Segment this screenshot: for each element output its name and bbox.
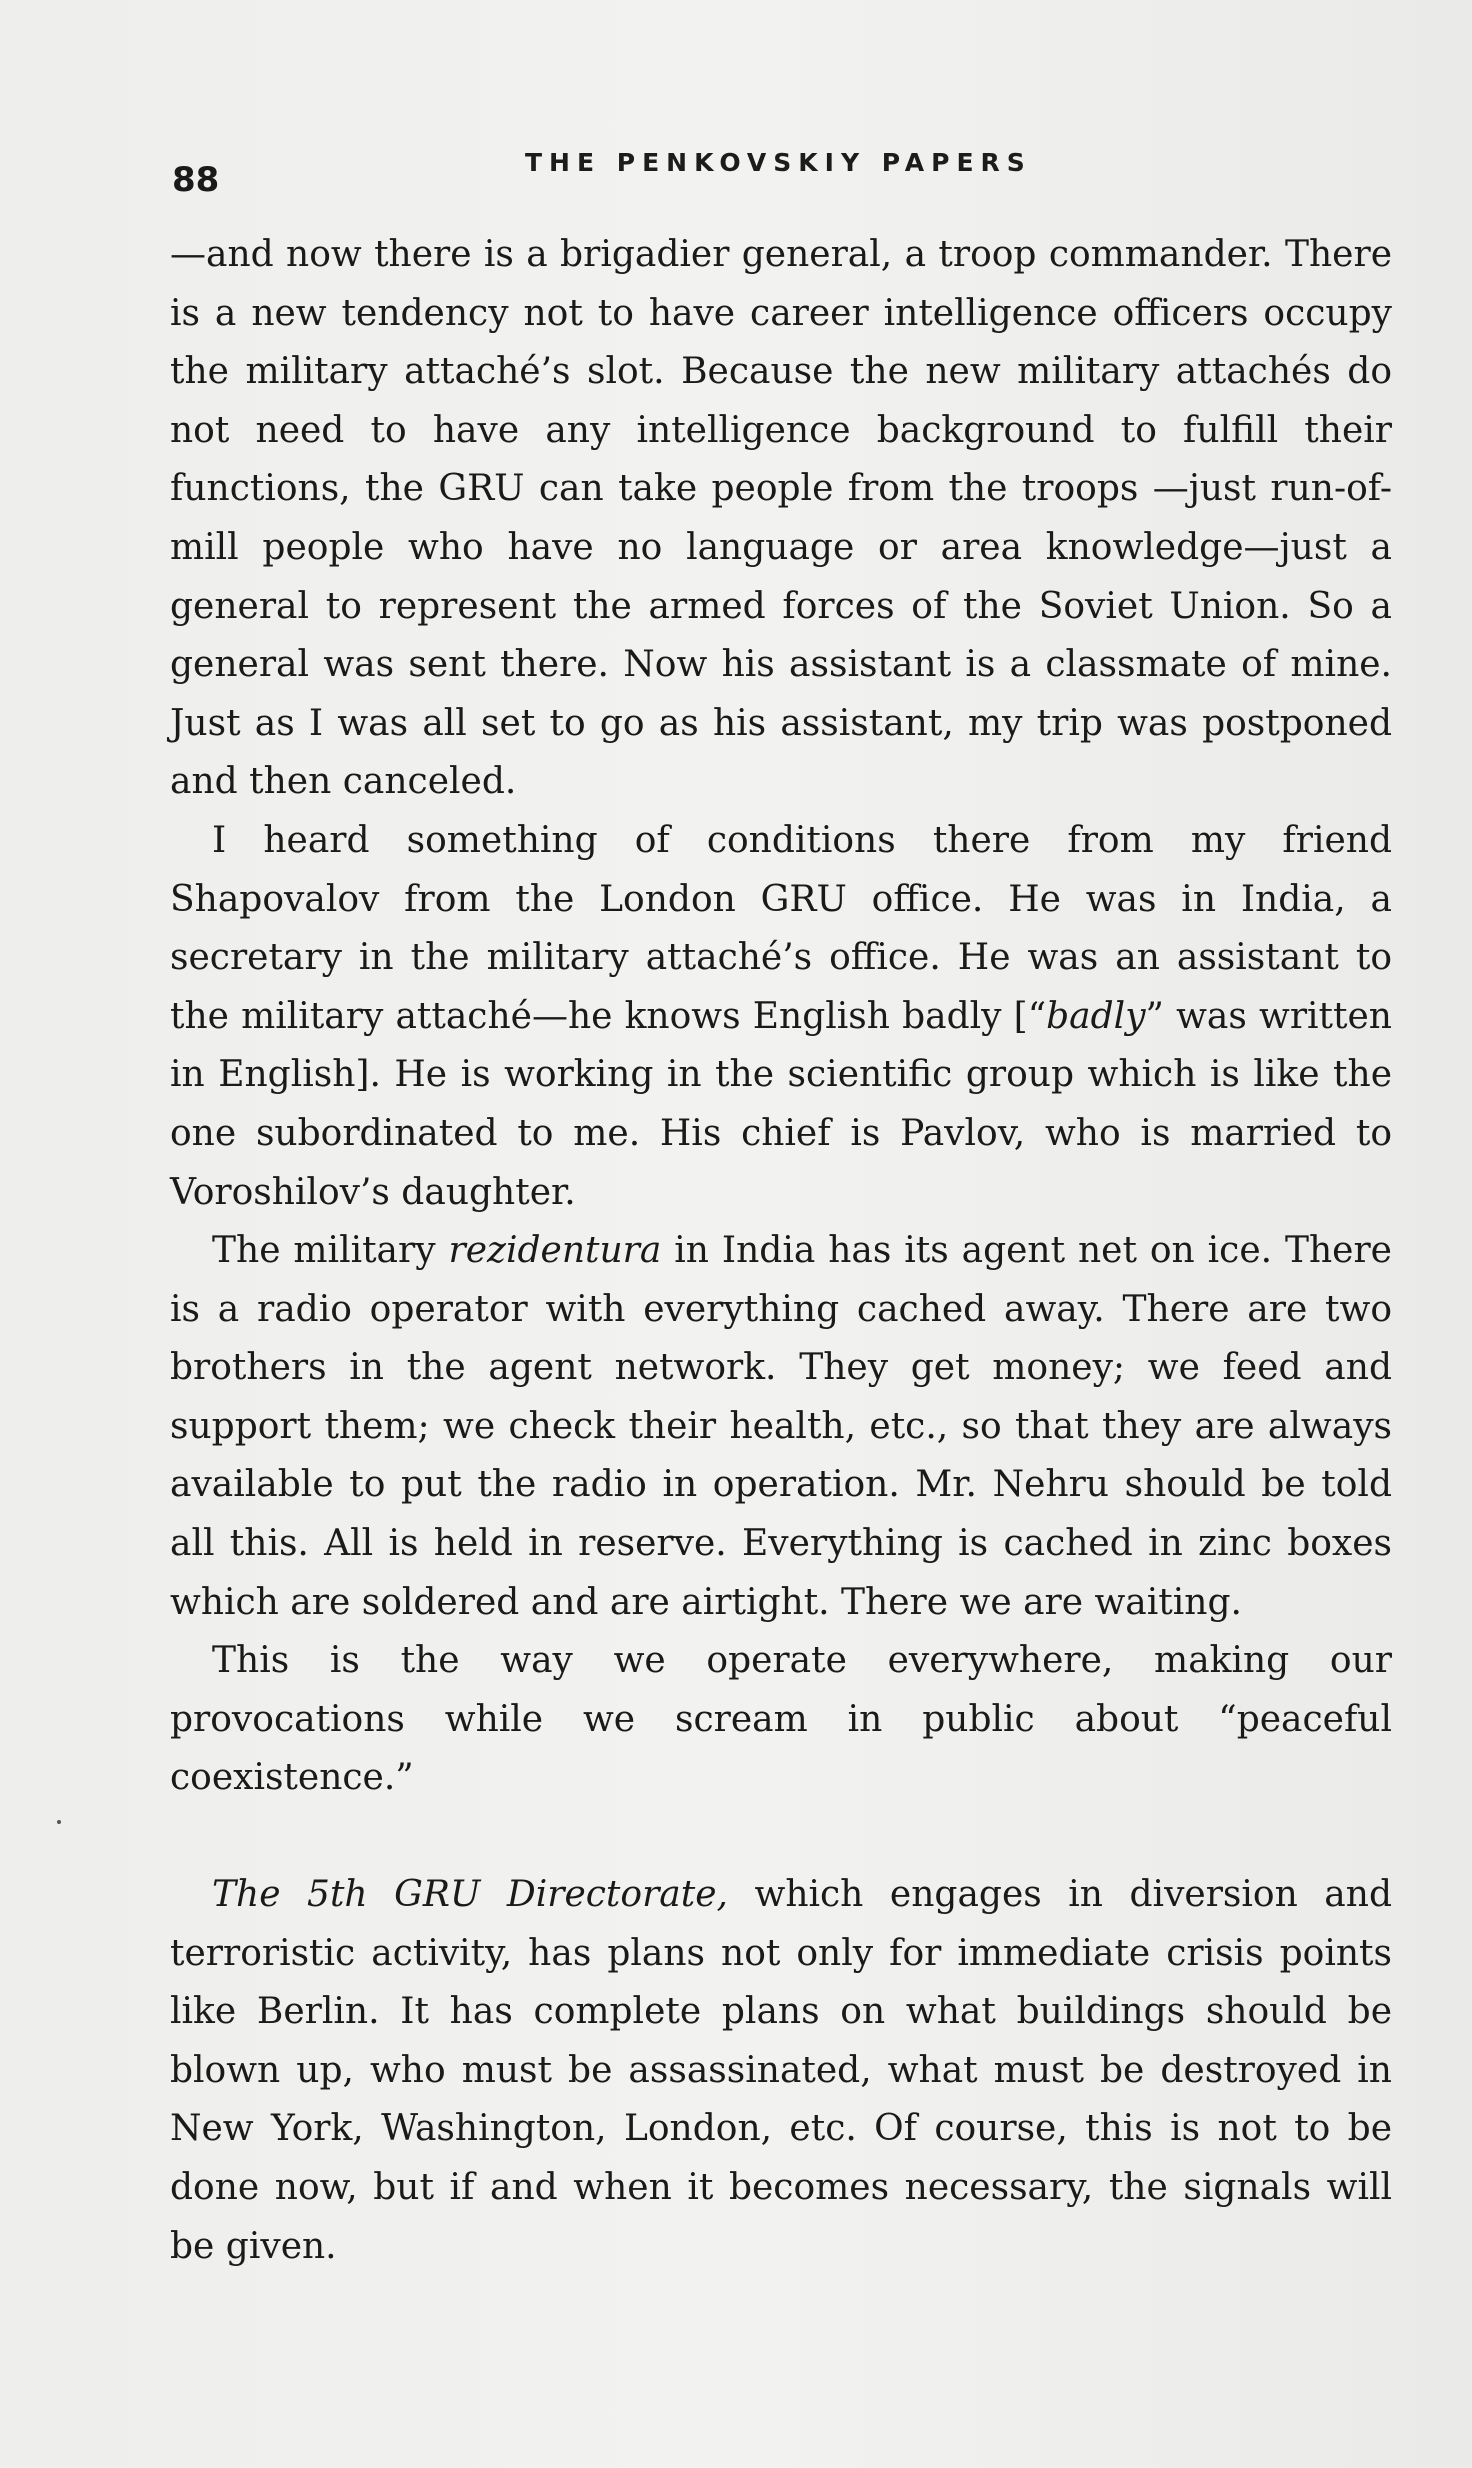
paragraph-3	[170, 1222, 1392, 1632]
paragraph-5-part-b: which engages in diversion and terroristic activity, has plans not only for immediate crisis points like Berlin. It has complete plans on what buildings should be blown up, who must be assassinated, what must be destroyed in New York, Washington, London, etc. Of course, this is not to be done now, but if and when it becomes necessary, the signals will be given.	[170, 1874, 1392, 2267]
margin-speck	[57, 1820, 61, 1824]
paragraph-2	[170, 812, 1392, 1222]
paragraph-5	[170, 1866, 1392, 2276]
paragraph-2-italic: badly	[1046, 995, 1146, 1037]
page-header	[170, 148, 1390, 208]
paragraph-4: This is the way we operate everywhere, making our provocations while we scream in public about “peaceful coexistence.”	[170, 1640, 1392, 1799]
paragraph-1: —and now there is a brigadier general, a troop commander. There is a new tendency not to have career intelligence officers occupy the military attaché’s slot. Because the new military attachés do not need to have any intelligence background to fulfill their functions, the GRU can take people from the troops —just run-of-mill people who have no language or area knowledge—just a general to represent the armed forces of the Soviet Union. So a general was sent there. Now his assistant is a classmate of mine. Just as I was all set to go as his assistant, my trip was postponed and then canceled.	[170, 234, 1392, 803]
page-number: 88	[172, 160, 220, 200]
paragraph-3-part-a: The military	[212, 1230, 449, 1272]
paragraph-2-part-b: ” was written in English]. He is working in the scientific group which is like the one subordinated to me. His chief is Pavlov, who is married to Voroshilov’s daughter.	[170, 995, 1392, 1213]
paragraph-5-italic: The 5th GRU Directorate,	[212, 1874, 728, 1916]
paragraph-2-part-a: I heard something of conditions there from my friend Shapovalov from the London GRU office. He was in India, a secretary in the military attaché’s office. He was an assistant to the military attaché—he knows English badly [“	[170, 819, 1392, 1037]
body-text	[170, 226, 1392, 2276]
paragraph-3-part-b: in India has its agent net on ice. There is a radio operator with everything cached away. There are two brothers in the agent network. They get money; we feed and support them; we check their health, etc., so that they are always available to put the radio in operation. Mr. Nehru should be told all this. All is held in reserve. Everything is cached in zinc boxes which are soldered and are airtight. There we are waiting.	[170, 1230, 1392, 1623]
paragraph-3-italic: rezidentura	[448, 1230, 662, 1272]
running-head: THE PENKOVSKIY PAPERS	[525, 148, 1032, 177]
section-gap	[170, 1808, 1392, 1866]
